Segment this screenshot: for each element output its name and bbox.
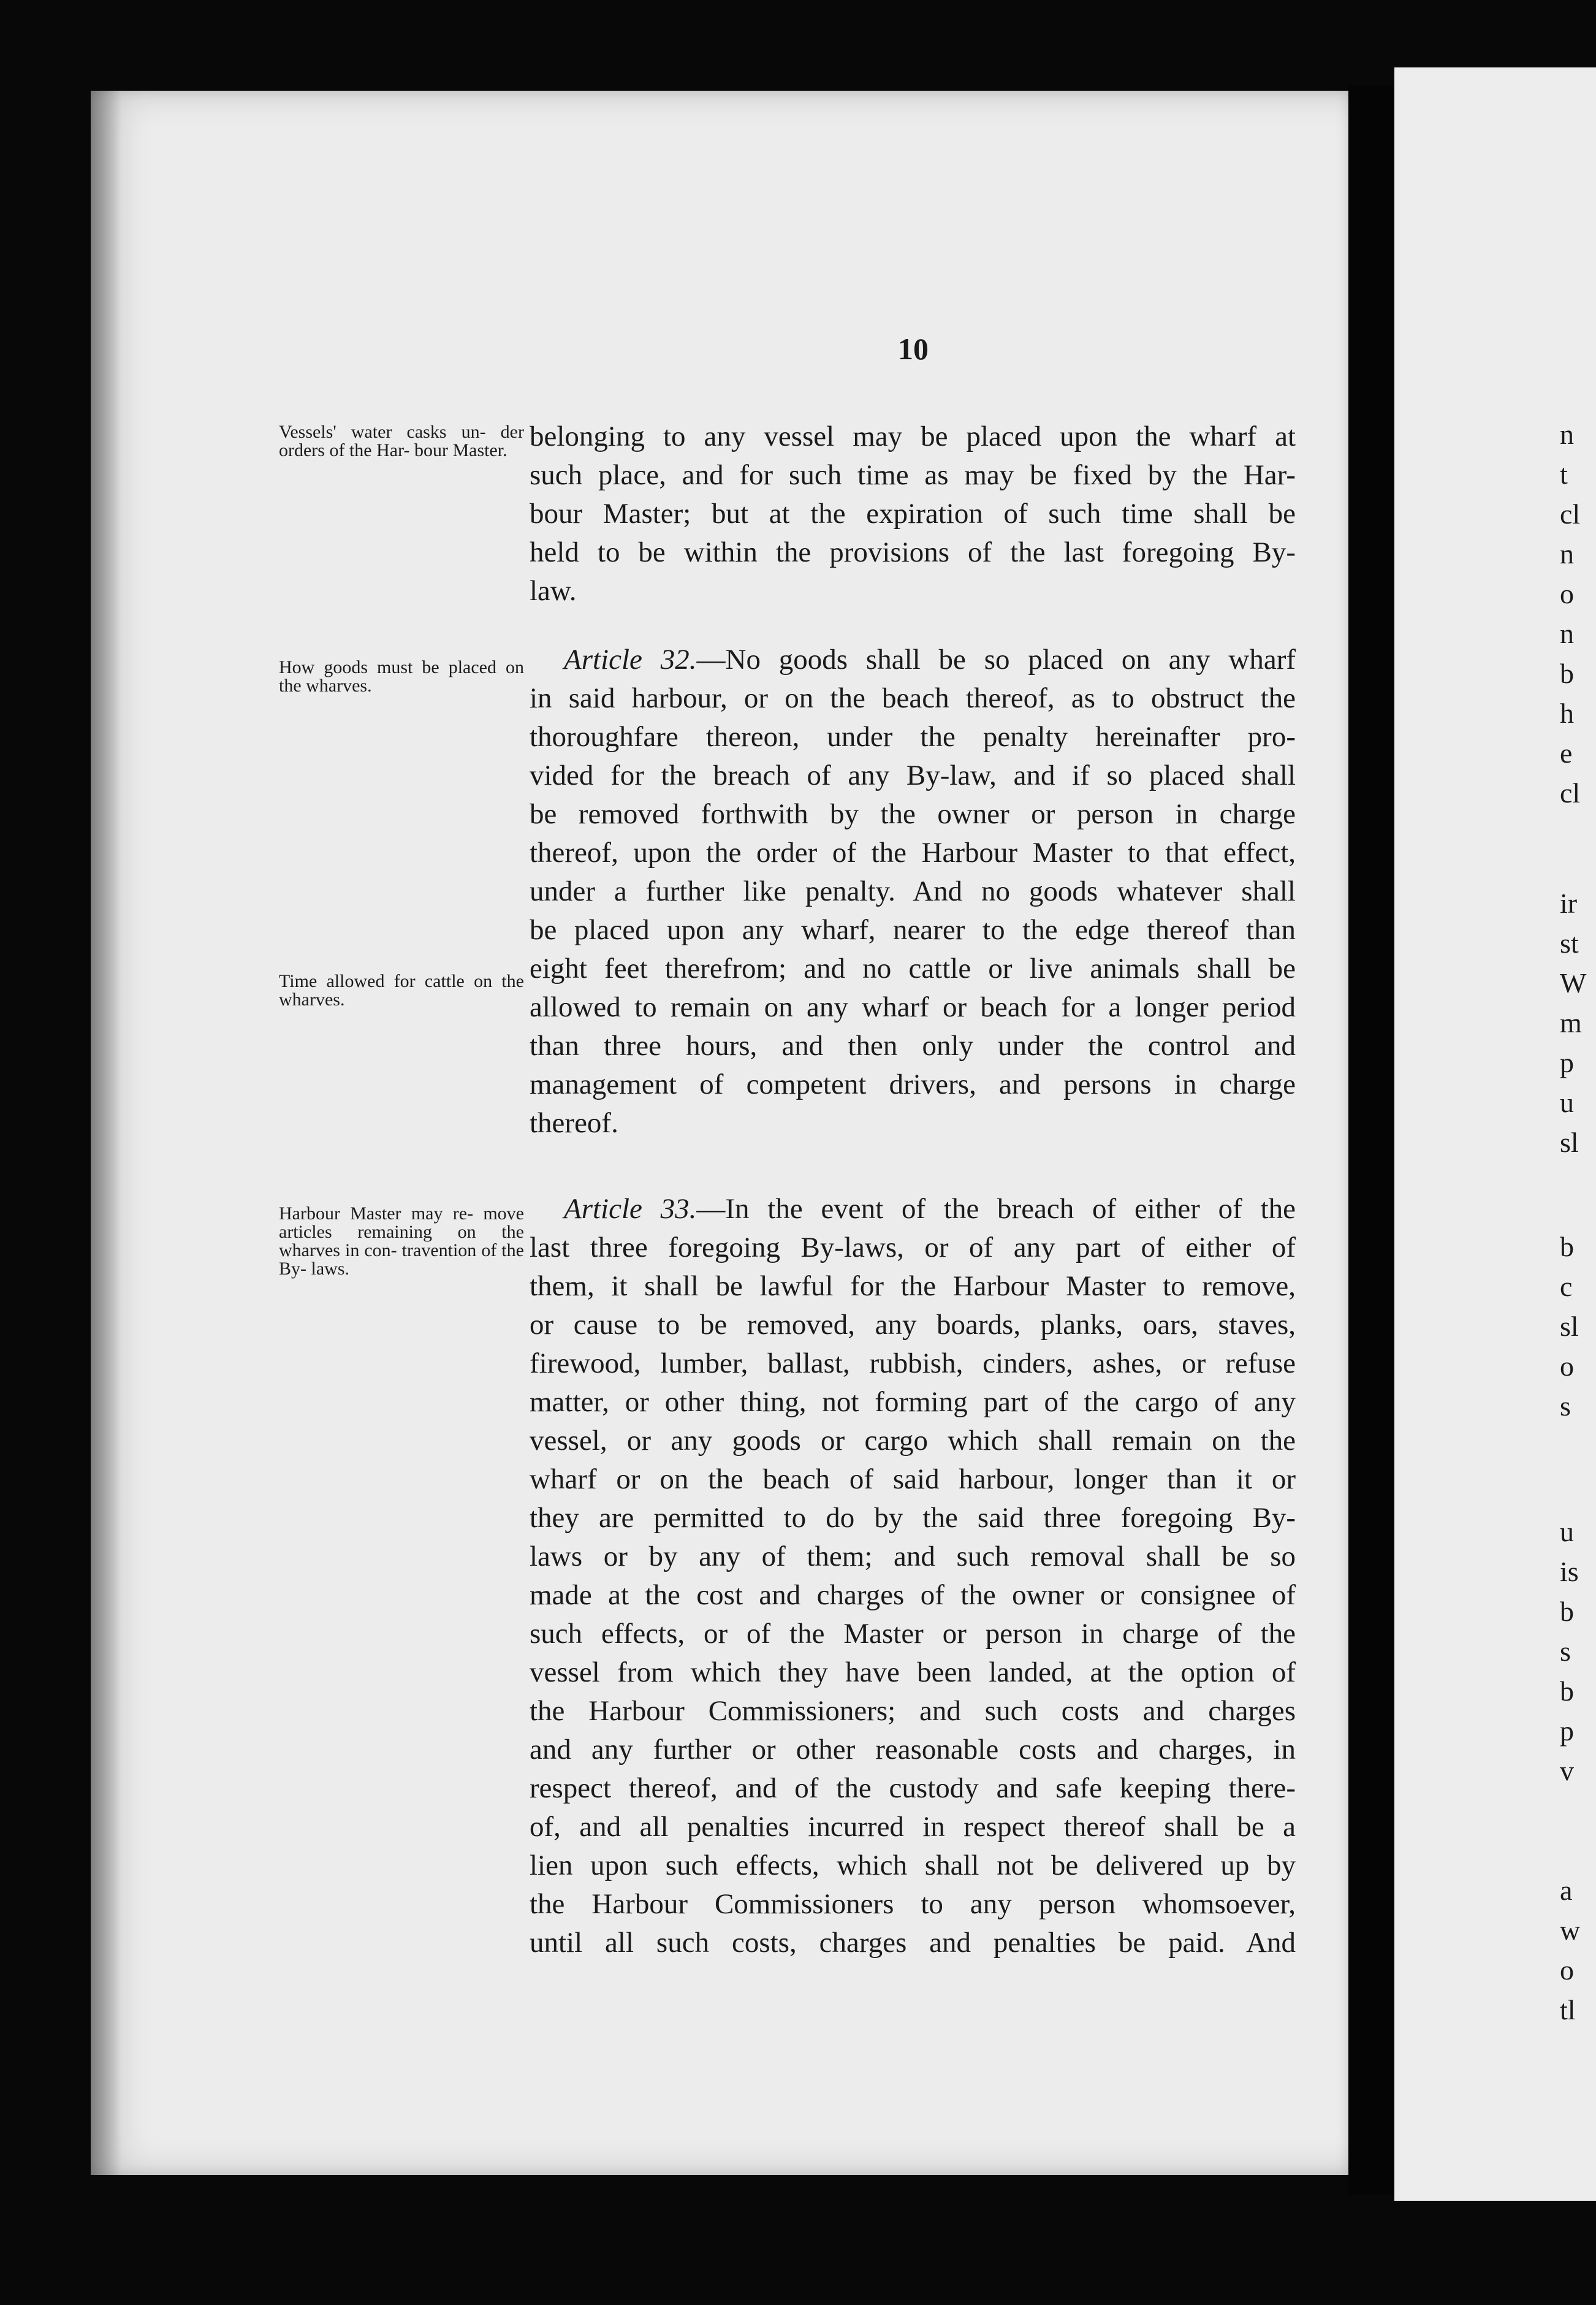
facing-page-fragment: b	[1560, 1596, 1574, 1627]
facing-page-fragment: u	[1560, 1087, 1574, 1118]
facing-page-fragment: W	[1560, 967, 1587, 999]
body-line: vided for the breach of any By-law, and if so placed shall	[530, 760, 1296, 791]
facing-page-fragment: m	[1560, 1007, 1582, 1038]
facing-page-fragment: v	[1560, 1755, 1574, 1786]
body-line: respect thereof, and of the custody and safe keeping there-	[530, 1772, 1296, 1804]
facing-page-fragment: h	[1560, 698, 1574, 729]
article-33-label: Article 33.	[564, 1193, 697, 1225]
article-33-heading-line	[564, 1191, 1296, 1227]
facing-page-fragment: e	[1560, 737, 1573, 769]
body-line: allowed to remain on any wharf or beach for a longer period	[530, 991, 1296, 1023]
body-line: eight feet therefrom; and no cattle or live animals shall be	[530, 953, 1296, 985]
body-line: under a further like penalty. And no goods whatever shall	[530, 875, 1296, 907]
margin-note-harbour-master-removal: Harbour Master may re- move articles remaining on the wharves in con- travention of the By- laws.	[279, 1203, 524, 1279]
body-line: laws or by any of them; and such removal shall be so	[530, 1541, 1296, 1572]
body-line: vessel from which they have been landed, at the option of	[530, 1656, 1296, 1688]
facing-page-fragment: t	[1560, 459, 1568, 490]
facing-page-fragment: c	[1560, 1271, 1573, 1302]
body-line: such effects, or of the Master or person in charge of the	[530, 1618, 1296, 1650]
facing-page-fragment: s	[1560, 1636, 1571, 1667]
body-line: firewood, lumber, ballast, rubbish, cinders, ashes, or refuse	[530, 1347, 1296, 1379]
facing-page-fragment: o	[1560, 1954, 1574, 1986]
facing-page-fragment: o	[1560, 578, 1574, 609]
body-line: be placed upon any wharf, nearer to the edge thereof than	[530, 914, 1296, 946]
facing-page-fragment: cl	[1560, 498, 1581, 530]
body-line: them, it shall be lawful for the Harbour Master to remove,	[530, 1270, 1296, 1302]
facing-page-fragment: ir	[1560, 888, 1578, 919]
facing-page-fragment: tl	[1560, 1994, 1576, 2025]
body-line: made at the cost and charges of the owner or consignee of	[530, 1579, 1296, 1611]
body-line: of, and all penalties incurred in respect thereof shall be a	[530, 1811, 1296, 1843]
body-line: law.	[530, 575, 577, 607]
page-shadow	[91, 91, 121, 2175]
facing-page-fragment: sl	[1560, 1311, 1579, 1342]
margin-note-water-casks: Vessels' water casks un- der orders of the Har- bour Master.	[279, 422, 524, 460]
body-line: held to be within the provisions of the last foregoing By-	[530, 536, 1296, 568]
article-32-heading-line	[564, 641, 1296, 678]
body-line: until all such costs, charges and penalties be paid. And	[530, 1927, 1296, 1959]
facing-page-fragment: o	[1560, 1351, 1574, 1382]
facing-page-fragment: n	[1560, 538, 1574, 570]
body-line: the Harbour Commissioners; and such costs and charges	[530, 1695, 1296, 1727]
facing-page-fragment: p	[1560, 1047, 1574, 1078]
facing-page-fragment: cl	[1560, 777, 1581, 809]
body-line: and any further or other reasonable costs and charges, in	[530, 1734, 1296, 1766]
facing-page-fragment: s	[1560, 1390, 1571, 1422]
body-line: such place, and for such time as may be fixed by the Har-	[530, 459, 1296, 491]
facing-page-fragment: u	[1560, 1516, 1574, 1547]
body-line: bour Master; but at the expiration of such time shall be	[530, 498, 1296, 530]
facing-page-fragment: b	[1560, 1231, 1574, 1262]
facing-page-fragment: st	[1560, 928, 1579, 959]
facing-page-fragment: is	[1560, 1556, 1579, 1587]
facing-page-fragment: w	[1560, 1914, 1581, 1946]
body-line: or cause to be removed, any boards, planks, oars, staves,	[530, 1309, 1296, 1341]
body-line: management of competent drivers, and persons in charge	[530, 1069, 1296, 1100]
body-line: be removed forthwith by the owner or person in charge	[530, 798, 1296, 830]
facing-page-fragment: p	[1560, 1715, 1574, 1747]
article-32-first-line: —No goods shall be so placed on any wharf	[696, 644, 1296, 676]
article-33-first-line: —In the event of the breach of either of the	[696, 1193, 1296, 1225]
facing-page-fragment: sl	[1560, 1127, 1579, 1158]
body-line: wharf or on the beach of said harbour, longer than it or	[530, 1463, 1296, 1495]
body-line: thereof, upon the order of the Harbour Master to that effect,	[530, 837, 1296, 869]
book-gutter	[1348, 86, 1394, 2195]
body-line: vessel, or any goods or cargo which shall remain on the	[530, 1425, 1296, 1457]
facing-page-fragment: n	[1560, 618, 1574, 649]
body-line: the Harbour Commissioners to any person whomsoever,	[530, 1888, 1296, 1920]
body-line: last three foregoing By-laws, or of any part of either of	[530, 1232, 1296, 1263]
body-line: belonging to any vessel may be placed upon the wharf at	[530, 421, 1296, 452]
facing-page-fragment: n	[1560, 419, 1574, 450]
body-line: thoroughfare thereon, under the penalty hereinafter pro-	[530, 721, 1296, 753]
facing-page-fragment: b	[1560, 658, 1574, 689]
facing-page-fragment: b	[1560, 1675, 1574, 1707]
body-line: thereof.	[530, 1107, 618, 1139]
body-line: than three hours, and then only under the control and	[530, 1030, 1296, 1062]
body-line: lien upon such effects, which shall not be delivered up by	[530, 1850, 1296, 1881]
body-line: in said harbour, or on the beach thereof, as to obstruct the	[530, 682, 1296, 714]
body-line: matter, or other thing, not forming part of the cargo of any	[530, 1386, 1296, 1418]
margin-note-cattle-time: Time allowed for cattle on the wharves.	[279, 971, 524, 1010]
body-line: they are permitted to do by the said three foregoing By-	[530, 1502, 1296, 1534]
article-32-label: Article 32.	[564, 644, 697, 676]
margin-note-goods-placement: How goods must be placed on the wharves.	[279, 657, 524, 696]
facing-page-fragment: a	[1560, 1875, 1573, 1906]
page-number: 10	[898, 332, 929, 366]
